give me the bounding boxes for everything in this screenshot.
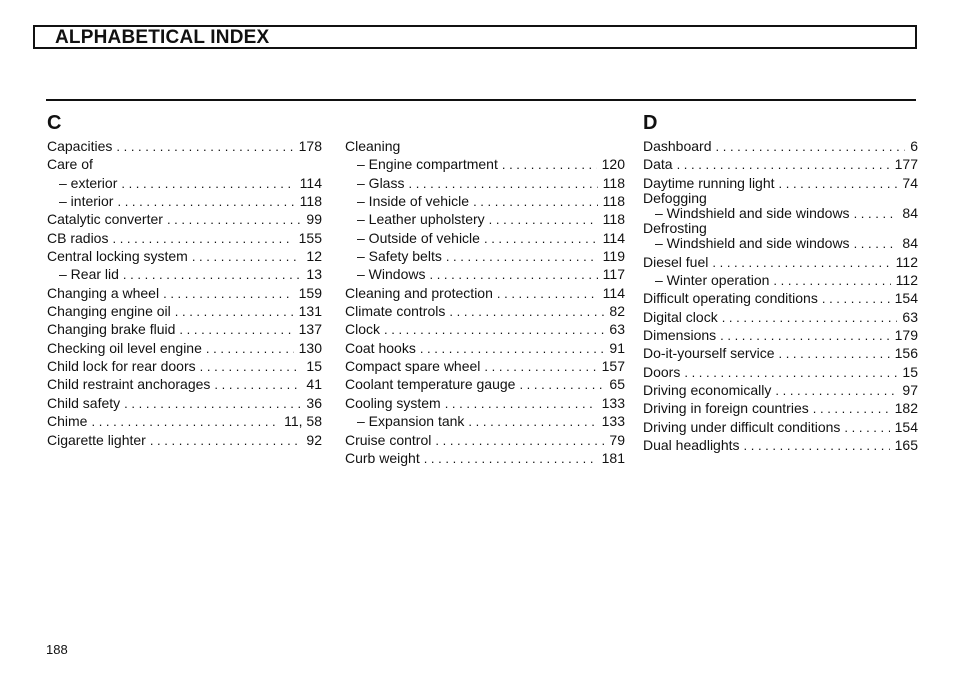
- entry-page-number: 154: [894, 290, 918, 307]
- index-entry: [643, 418, 918, 436]
- entry-label: – Windshield and side windows: [655, 205, 850, 222]
- entry-label: Difficult operating conditions: [643, 290, 818, 307]
- index-entry: [345, 265, 625, 283]
- entry-label: Defrosting: [643, 220, 707, 237]
- entry-label: Cooling system: [345, 394, 441, 411]
- index-entry: [643, 399, 918, 417]
- entry-page-number: 114: [299, 174, 322, 191]
- entry-label: Dashboard: [643, 138, 712, 154]
- dot-leader: [712, 254, 890, 272]
- index-entry: [47, 192, 322, 210]
- index-entry: [643, 220, 918, 237]
- entry-page-number: 112: [895, 253, 918, 270]
- dot-leader: [175, 303, 294, 321]
- index-entry: [643, 436, 918, 454]
- entry-label: Compact spare wheel: [345, 358, 481, 375]
- entry-list: [643, 137, 918, 455]
- index-entry: [643, 326, 918, 344]
- entry-label: Changing brake fluid: [47, 321, 176, 338]
- index-entry: [47, 431, 322, 449]
- index-entry: [345, 137, 625, 155]
- entry-label: Dimensions: [643, 327, 717, 344]
- dot-leader: [716, 138, 906, 156]
- entry-page-number: 15: [306, 358, 322, 375]
- index-entry: [643, 253, 918, 271]
- entry-page-number: 131: [298, 303, 322, 320]
- entry-page-number: 112: [895, 272, 918, 289]
- entry-page-number: 120: [601, 156, 625, 173]
- entry-label: – Leather upholstery: [357, 211, 485, 228]
- dot-leader: [91, 413, 279, 431]
- index-entry: [345, 174, 625, 192]
- dot-leader: [497, 285, 598, 303]
- entry-label: – Outside of vehicle: [357, 229, 480, 246]
- dot-leader: [200, 358, 302, 376]
- entry-label: – Inside of vehicle: [357, 193, 470, 210]
- dot-leader: [123, 266, 302, 284]
- index-entry: [643, 381, 918, 399]
- index-column-1: [47, 110, 322, 449]
- index-entry: [643, 155, 918, 173]
- dot-leader: [744, 437, 890, 455]
- entry-label: Changing a wheel: [47, 284, 160, 301]
- dot-leader: [117, 193, 294, 211]
- entry-label: Curb weight: [345, 449, 420, 466]
- index-entry: [345, 412, 625, 430]
- entry-label: Clock: [345, 321, 381, 338]
- dot-leader: [519, 376, 604, 394]
- index-entry: [345, 375, 625, 393]
- entry-list: [47, 137, 322, 449]
- entry-label: Digital clock: [643, 308, 718, 325]
- entry-page-number: 181: [601, 449, 625, 466]
- entry-page-number: 36: [306, 394, 322, 411]
- index-entry: [47, 394, 322, 412]
- entry-label: Doors: [643, 363, 681, 380]
- entry-page-number: 63: [902, 308, 918, 325]
- entry-page-number: 11, 58: [284, 413, 322, 430]
- index-entry: [47, 375, 322, 393]
- entry-label: Diesel fuel: [643, 253, 709, 270]
- entry-label: Driving in foreign countries: [643, 400, 809, 417]
- dot-leader: [163, 285, 294, 303]
- entry-label: Cigarette lighter: [47, 431, 146, 448]
- index-entry: [47, 210, 322, 228]
- entry-label: Child restraint anchorages: [47, 376, 211, 393]
- index-entry: [47, 229, 322, 247]
- index-entry: [47, 174, 322, 192]
- entry-page-number: 84: [902, 235, 918, 252]
- dot-leader: [854, 205, 898, 223]
- page-number: 188: [46, 642, 68, 657]
- entry-page-number: 133: [601, 394, 625, 411]
- entry-page-number: 177: [894, 156, 918, 173]
- index-entry: [345, 192, 625, 210]
- entry-label: – interior: [59, 193, 114, 210]
- entry-page-number: 79: [609, 431, 625, 448]
- entry-label: Changing engine oil: [47, 303, 171, 320]
- index-entry: [345, 394, 625, 412]
- index-entry: [345, 210, 625, 228]
- entry-list: [345, 137, 625, 467]
- entry-page-number: 15: [902, 363, 918, 380]
- dot-leader: [775, 382, 897, 400]
- dot-leader: [429, 266, 597, 284]
- entry-page-number: 179: [894, 327, 918, 344]
- section-divider: [46, 99, 916, 101]
- index-column-3: [643, 110, 918, 455]
- dot-leader: [722, 309, 898, 327]
- entry-label: Coat hooks: [345, 339, 416, 356]
- entry-page-number: 63: [609, 321, 625, 338]
- entry-label: CB radios: [47, 229, 109, 246]
- dot-leader: [684, 364, 897, 382]
- dot-leader: [502, 156, 597, 174]
- entry-label: – Rear lid: [59, 266, 119, 283]
- entry-label: Cruise control: [345, 431, 432, 448]
- index-entry: [345, 247, 625, 265]
- index-entry: [345, 302, 625, 320]
- dot-leader: [468, 413, 596, 431]
- entry-label: Driving under difficult conditions: [643, 418, 841, 435]
- index-entry: [643, 271, 918, 289]
- entry-label: Climate controls: [345, 303, 446, 320]
- index-entry: [643, 308, 918, 326]
- dot-leader: [446, 248, 598, 266]
- index-entry: [345, 449, 625, 467]
- entry-page-number: 118: [299, 193, 322, 210]
- index-entry: [47, 284, 322, 302]
- entry-label: Catalytic converter: [47, 211, 163, 228]
- dot-leader: [150, 432, 302, 450]
- entry-page-number: 117: [602, 266, 625, 283]
- index-entry: [643, 344, 918, 362]
- index-column-2: [345, 110, 625, 467]
- entry-page-number: 74: [902, 174, 918, 191]
- index-entry: [47, 247, 322, 265]
- index-entry: [643, 234, 918, 252]
- entry-label: Data: [643, 156, 673, 173]
- entry-label: – Winter operation: [655, 272, 770, 289]
- dot-leader: [449, 303, 604, 321]
- dot-leader: [435, 432, 604, 450]
- entry-label: Driving economically: [643, 382, 772, 399]
- index-entry: [345, 229, 625, 247]
- entry-page-number: 182: [894, 400, 918, 417]
- index-entry: [47, 320, 322, 338]
- entry-page-number: 12: [306, 248, 322, 265]
- dot-leader: [813, 400, 890, 418]
- index-entry: [345, 339, 625, 357]
- dot-leader: [844, 419, 889, 437]
- dot-leader: [779, 175, 898, 193]
- entry-page-number: 137: [298, 321, 322, 338]
- entry-page-number: 133: [601, 413, 625, 430]
- entry-page-number: 154: [894, 418, 918, 435]
- entry-label: Cleaning: [345, 138, 401, 154]
- index-entry: [47, 265, 322, 283]
- entry-label: – Safety belts: [357, 248, 442, 265]
- entry-page-number: 130: [298, 339, 322, 356]
- index-entry: [47, 339, 322, 357]
- dot-leader: [484, 358, 596, 376]
- dot-leader: [445, 395, 597, 413]
- entry-label: Defogging: [643, 190, 707, 207]
- index-entry: [643, 363, 918, 381]
- entry-page-number: 6: [910, 138, 918, 154]
- entry-label: Capacities: [47, 138, 113, 154]
- entry-label: – Windshield and side windows: [655, 235, 850, 252]
- entry-label: – exterior: [59, 174, 118, 191]
- entry-page-number: 119: [602, 248, 625, 265]
- index-entry: [47, 302, 322, 320]
- index-entry: [345, 284, 625, 302]
- entry-page-number: 118: [602, 174, 625, 191]
- entry-page-number: 118: [602, 193, 625, 210]
- page-title: ALPHABETICAL INDEX: [55, 27, 270, 48]
- entry-label: Cleaning and protection: [345, 284, 493, 301]
- dot-leader: [473, 193, 598, 211]
- dot-leader: [192, 248, 302, 266]
- dot-leader: [484, 230, 598, 248]
- entry-label: Checking oil level engine: [47, 339, 202, 356]
- dot-leader: [167, 211, 301, 229]
- index-entry: [47, 137, 322, 155]
- entry-page-number: 41: [306, 376, 322, 393]
- dot-leader: [489, 211, 598, 229]
- entry-page-number: 156: [894, 345, 918, 362]
- header-box: [33, 25, 917, 49]
- entry-label: – Engine compartment: [357, 156, 498, 173]
- entry-page-number: 178: [298, 138, 322, 154]
- index-entry: [47, 412, 322, 430]
- entry-page-number: 84: [902, 205, 918, 222]
- dot-leader: [778, 345, 889, 363]
- section-letter-c: C: [47, 112, 62, 134]
- entry-page-number: 114: [602, 229, 625, 246]
- dot-leader: [179, 321, 293, 339]
- entry-page-number: 118: [602, 211, 625, 228]
- dot-leader: [677, 156, 890, 174]
- entry-label: Coolant temperature gauge: [345, 376, 516, 393]
- entry-page-number: 155: [298, 229, 322, 246]
- dot-leader: [822, 290, 890, 308]
- entry-label: – Expansion tank: [357, 413, 465, 430]
- index-entry: [643, 289, 918, 307]
- entry-label: Child lock for rear doors: [47, 358, 196, 375]
- entry-page-number: 13: [306, 266, 322, 283]
- entry-label: Daytime running light: [643, 174, 775, 191]
- entry-label: Central locking system: [47, 248, 188, 265]
- dot-leader: [420, 340, 605, 358]
- dot-leader: [773, 272, 890, 290]
- index-entry: [345, 320, 625, 338]
- dot-leader: [124, 395, 301, 413]
- dot-leader: [214, 376, 301, 394]
- dot-leader: [408, 175, 597, 193]
- index-entry: [345, 357, 625, 375]
- dot-leader: [384, 321, 604, 339]
- entry-page-number: 165: [894, 437, 918, 454]
- dot-leader: [116, 138, 293, 156]
- entry-page-number: 91: [609, 339, 625, 356]
- section-letter-d: D: [643, 112, 658, 134]
- dot-leader: [854, 235, 898, 253]
- index-entry: [345, 155, 625, 173]
- section-letter-blank: [345, 110, 625, 136]
- entry-page-number: 82: [609, 303, 625, 320]
- dot-leader: [206, 340, 294, 358]
- entry-label: Dual headlights: [643, 437, 740, 454]
- entry-page-number: 157: [601, 358, 625, 375]
- entry-label: Care of: [47, 156, 93, 173]
- index-entry: [643, 137, 918, 155]
- entry-page-number: 159: [298, 284, 322, 301]
- dot-leader: [720, 327, 890, 345]
- entry-page-number: 99: [306, 211, 322, 228]
- entry-label: Chime: [47, 413, 88, 430]
- index-entry: [345, 431, 625, 449]
- entry-page-number: 97: [902, 382, 918, 399]
- index-entry: [47, 155, 322, 173]
- entry-page-number: 114: [602, 284, 625, 301]
- dot-leader: [121, 175, 294, 193]
- entry-label: Do-it-yourself service: [643, 345, 775, 362]
- entry-label: – Glass: [357, 174, 405, 191]
- index-entry: [47, 357, 322, 375]
- entry-label: Child safety: [47, 394, 121, 411]
- dot-leader: [112, 230, 293, 248]
- entry-page-number: 92: [306, 431, 322, 448]
- index-entry: [643, 190, 918, 207]
- entry-label: – Windows: [357, 266, 426, 283]
- entry-page-number: 65: [609, 376, 625, 393]
- dot-leader: [424, 450, 597, 468]
